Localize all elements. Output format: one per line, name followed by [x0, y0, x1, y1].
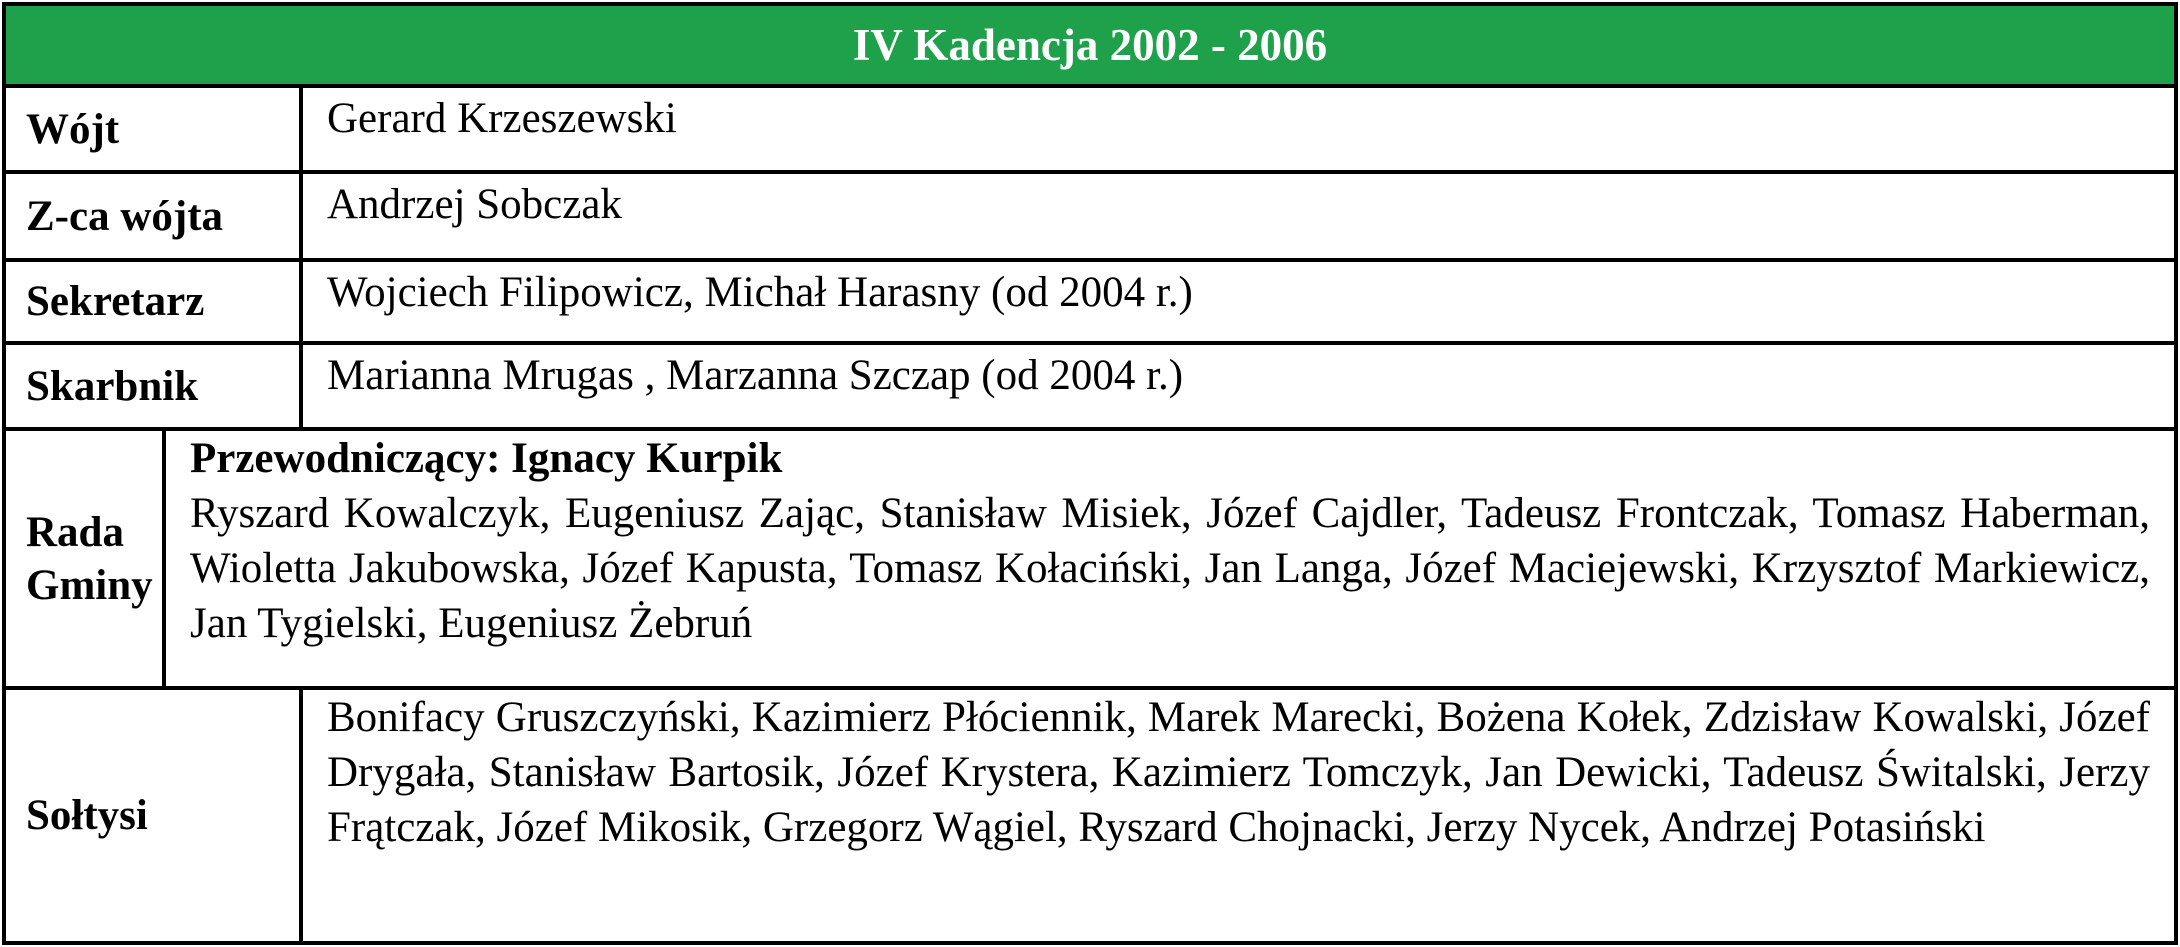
row-label-skarbnik: Skarbnik [6, 345, 303, 427]
council-members: Ryszard Kowalczyk, Eugeniusz Zając, Stanisław Misiek, Józef Cajdler, Tadeusz Frontczak, Tomasz Haberman, Wioletta Jakubowska, Józef Kapusta, Tomasz Kołaciński, Jan Langa, Józef Maciejewski, Krzysztof Markiewicz, Jan Tygielski, Eugeniusz Żebruń [190, 490, 2150, 647]
row-value-sekretarz: Wojciech Filipowicz, Michał Harasny (od 2004 r.) [327, 269, 1193, 316]
table-row-skarbnik [6, 345, 2174, 431]
row-label-zca-wojta: Z-ca wójta [6, 174, 303, 258]
row-value-wojt: Gerard Krzeszewski [327, 95, 677, 142]
table-header-title: IV Kadencja 2002 - 2006 [6, 6, 2174, 88]
row-label-soltysi: Sołtysi [6, 690, 303, 941]
table-row-zca-wojta [6, 174, 2174, 262]
table-row-rada-gminy [6, 431, 2174, 690]
table-row-wojt [6, 88, 2174, 174]
table-row-soltysi [6, 690, 2174, 941]
soltysi-members: Bonifacy Gruszczyński, Kazimierz Płóciennik, Marek Marecki, Bożena Kołek, Zdzisław Kowalski, Józef Drygała, Stanisław Bartosik, Józef Krystera, Kazimierz Tomczyk, Jan Dewicki, Tadeusz Świtalski, Jerzy Frątczak, Józef Mikosik, Grzegorz Wągiel, Ryszard Chojnacki, Jerzy Nycek, Andrzej Potasiński [327, 694, 2150, 851]
council-chair: Przewodniczący: Ignacy Kurpik [190, 435, 783, 482]
row-value-skarbnik: Marianna Mrugas , Marzanna Szczap (od 2004 r.) [327, 352, 1184, 399]
row-label-rada-gminy: Rada Gminy [6, 431, 166, 686]
row-value-soltysi [303, 690, 2174, 941]
row-value-zca-wojta: Andrzej Sobczak [327, 181, 622, 228]
row-label-sekretarz: Sekretarz [6, 262, 303, 341]
row-value-rada-gminy [166, 431, 2174, 686]
row-label-wojt: Wójt [6, 88, 303, 170]
term-table [2, 2, 2178, 945]
table-row-sekretarz [6, 262, 2174, 345]
